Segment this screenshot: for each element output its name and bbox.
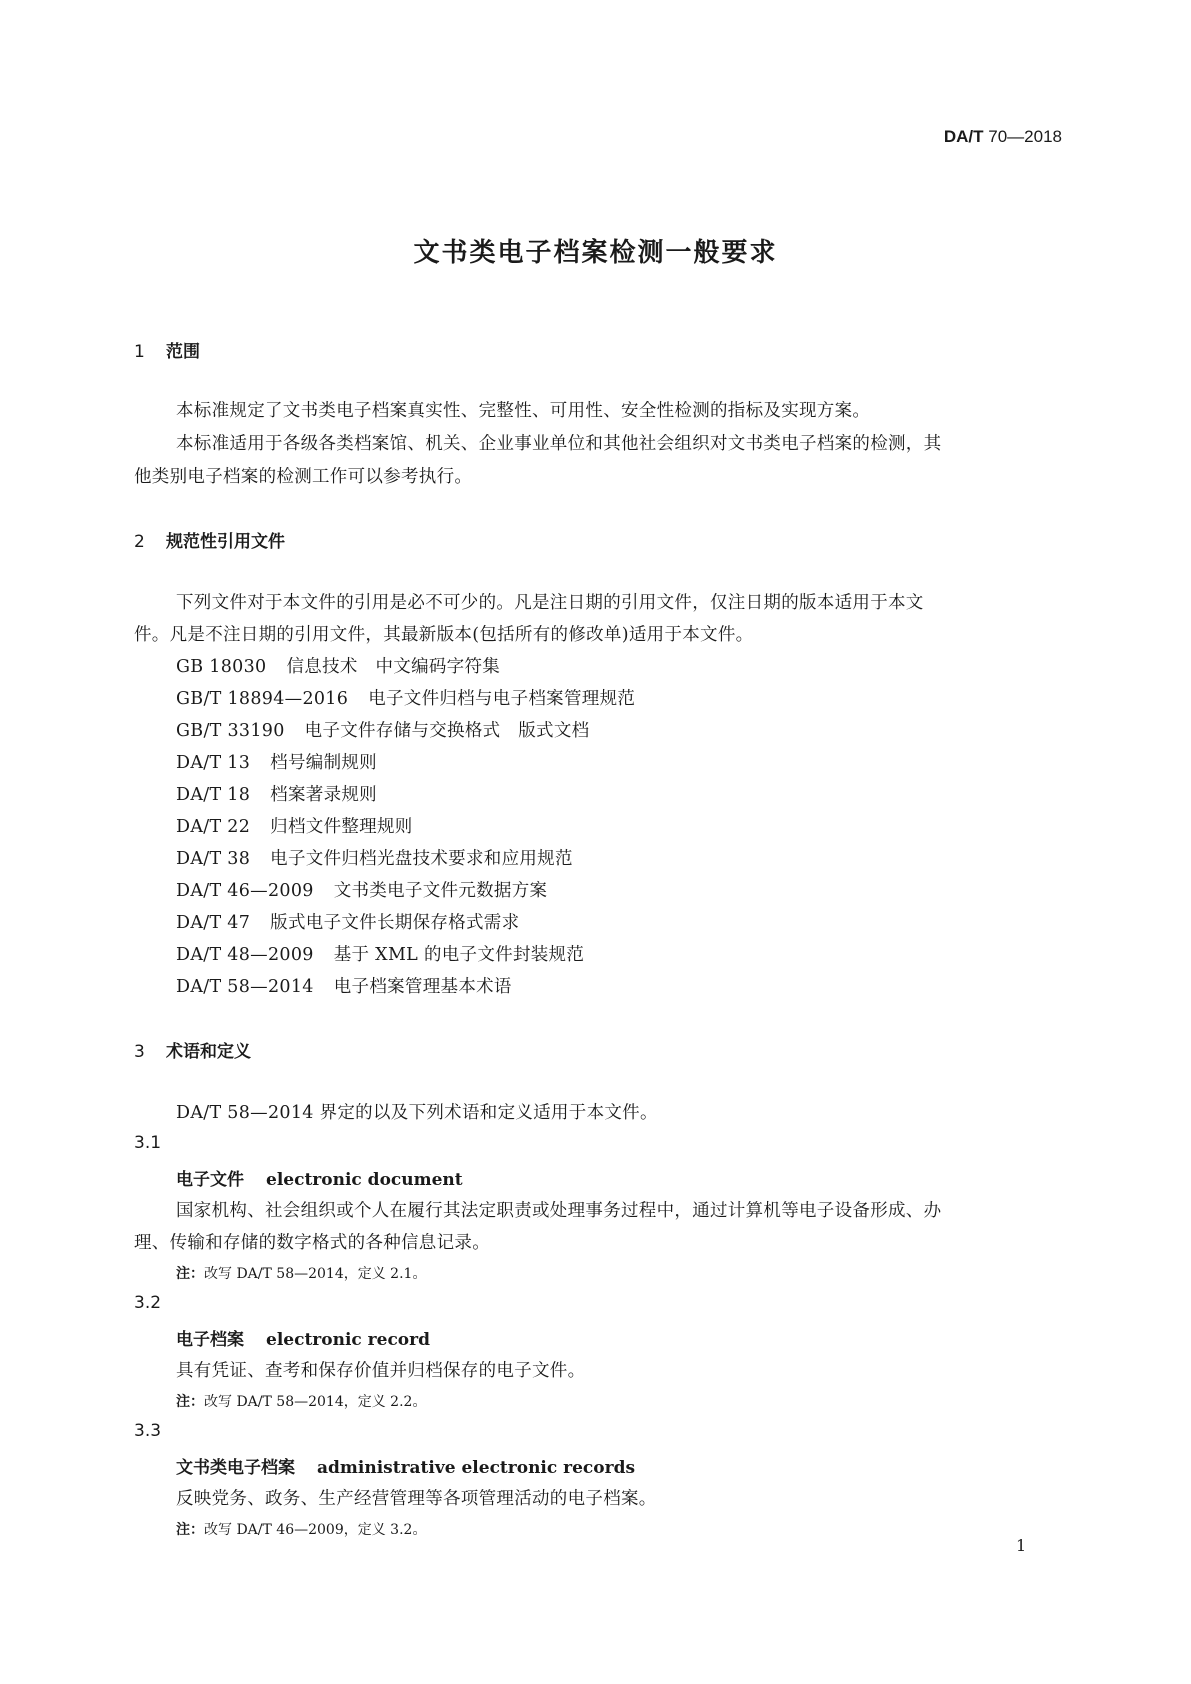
term-note: 注：改写 DA/T 58—2014，定义 2.2。 (176, 1394, 427, 1410)
reference-item: DA/T 48—2009 基于 XML 的电子文件封装规范 (176, 945, 585, 965)
term-heading: 电子文件 electronic document (176, 1170, 463, 1190)
term-number: 3.2 (134, 1293, 162, 1313)
reference-item: DA/T 38 电子文件归档光盘技术要求和应用规范 (176, 849, 573, 869)
term-note: 注：改写 DA/T 46—2009，定义 3.2。 (176, 1522, 427, 1538)
term-definition-cont: 理、传输和存储的数字格式的各种信息记录。 (134, 1233, 490, 1253)
term-note: 注：改写 DA/T 58—2014，定义 2.1。 (176, 1266, 427, 1282)
page-number: 1 (1016, 1536, 1027, 1555)
section-3-paragraph: DA/T 58—2014 界定的以及下列术语和定义适用于本文件。 (176, 1103, 658, 1123)
document-title: 文书类电子档案检测一般要求 (413, 238, 778, 268)
reference-item: DA/T 46—2009 文书类电子文件元数据方案 (176, 881, 548, 901)
section-2-heading: 2 规范性引用文件 (134, 532, 285, 552)
reference-item: DA/T 58—2014 电子档案管理基本术语 (176, 977, 512, 997)
reference-item: GB/T 33190 电子文件存储与交换格式 版式文档 (176, 721, 590, 741)
reference-item: DA/T 13 档号编制规则 (176, 753, 377, 773)
reference-item: GB 18030 信息技术 中文编码字符集 (176, 657, 501, 677)
section-1-paragraph-2-cont: 他类别电子档案的检测工作可以参考执行。 (134, 467, 473, 487)
term-definition: 国家机构、社会组织或个人在履行其法定职责或处理事务过程中，通过计算机等电子设备形成、办 (176, 1201, 942, 1221)
term-definition: 具有凭证、查考和保存价值并归档保存的电子文件。 (176, 1361, 586, 1381)
term-number: 3.3 (134, 1421, 162, 1441)
section-1-paragraph-1: 本标准规定了文书类电子档案真实性、完整性、可用性、安全性检测的指标及实现方案。 (176, 401, 871, 421)
standard-code: DA/T 70—2018 (943, 127, 1062, 146)
term-number: 3.1 (134, 1133, 162, 1153)
reference-item: GB/T 18894—2016 电子文件归档与电子档案管理规范 (176, 689, 636, 709)
section-1-paragraph-2: 本标准适用于各级各类档案馆、机关、企业事业单位和其他社会组织对文书类电子档案的检测，其 (176, 434, 942, 454)
reference-item: DA/T 22 归档文件整理规则 (176, 817, 413, 837)
term-heading: 文书类电子档案 administrative electronic records (176, 1458, 636, 1478)
section-2-paragraph: 下列文件对于本文件的引用是必不可少的。凡是注日期的引用文件，仅注日期的版本适用于本文 (176, 593, 924, 613)
section-2-paragraph-cont: 件。凡是不注日期的引用文件，其最新版本(包括所有的修改单)适用于本文件。 (134, 625, 754, 645)
term-definition: 反映党务、政务、生产经营管理等各项管理活动的电子档案。 (176, 1489, 657, 1509)
section-3-heading: 3 术语和定义 (134, 1042, 251, 1062)
term-heading: 电子档案 electronic record (176, 1330, 430, 1350)
reference-item: DA/T 47 版式电子文件长期保存格式需求 (176, 913, 520, 933)
section-1-heading: 1 范围 (134, 342, 200, 362)
reference-item: DA/T 18 档案著录规则 (176, 785, 377, 805)
